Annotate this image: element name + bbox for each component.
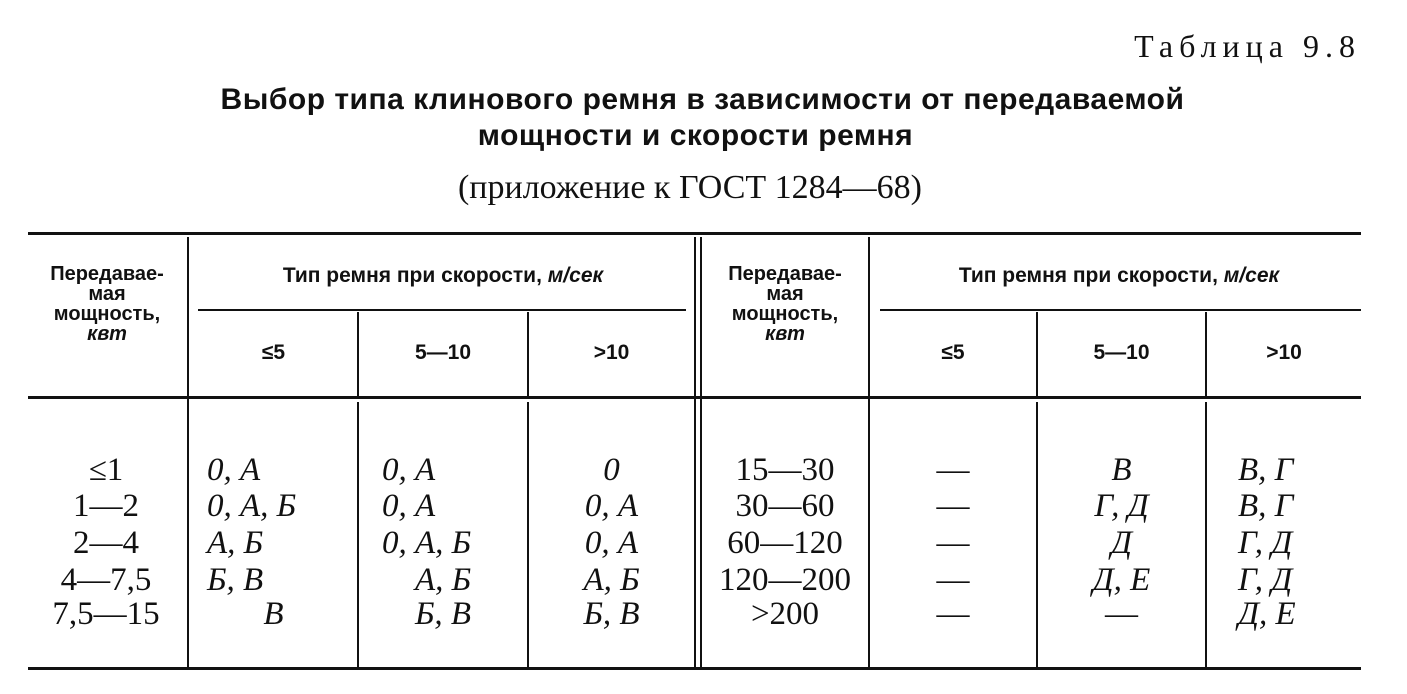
table-subtitle: (приложение к ГОСТ 1284—68) [457,169,922,206]
right-le5-cell: — [936,452,970,488]
header-power-line-3: мощность, [731,303,839,325]
header-belt-type-text: Тип ремня при скорости, [282,264,542,287]
right-power-cell: >200 [750,596,820,632]
right-gt10-cell: В, Г [1238,488,1294,524]
header-power-unit: квт [765,323,805,345]
left-group-header-rule [198,309,686,311]
right-power-cell: 30—60 [735,488,835,524]
col-divider-5-10-right-body [1205,402,1207,667]
left-5-10-cell: 0, А [382,452,436,488]
header-belt-type-right [872,265,1366,287]
header-power-left [24,264,190,344]
left-gt10-cell: А, Б [583,562,640,598]
table-bottom-rule [28,667,1361,670]
right-gt10-cell: Г, Д [1238,525,1293,561]
right-gt10-cell: Г, Д [1238,562,1293,598]
left-gt10-cell: Б, В [583,596,640,632]
table-number: Таблица 9.8 [1134,28,1361,64]
left-power-cell: 1—2 [73,488,139,524]
header-speed-gt10-right: >10 [1266,341,1302,364]
right-le5-cell: — [936,596,970,632]
right-le5-cell: — [936,562,970,598]
header-speed-5-10-left: 5—10 [414,341,472,364]
left-power-cell: 7,5—15 [52,596,160,632]
table-top-rule [28,232,1361,235]
header-power-line-2: мая [88,283,126,305]
right-5-10-cell: — [1105,596,1138,632]
header-speed-gt10-left: >10 [593,341,630,364]
left-gt10-cell: 0, А [584,488,639,524]
right-5-10-cell: В [1111,452,1132,488]
left-5-10-cell: А, Б [414,562,472,598]
header-belt-type-text: Тип ремня при скорости, [958,264,1218,287]
double-divider-a [694,237,696,667]
left-le5-cell: 0, А [207,452,261,488]
header-belt-type-unit: м/сек [1223,264,1280,287]
right-group-header-rule [880,309,1361,311]
header-power-line-2: мая [766,283,804,305]
header-power-right [702,264,868,344]
right-power-cell: 60—120 [727,525,843,561]
right-power-cell: 120—200 [719,562,851,598]
left-le5-cell: А, Б [207,525,264,561]
right-le5-cell: — [936,488,970,524]
left-5-10-cell: Б, В [414,596,472,632]
right-gt10-cell: Д, Е [1238,596,1296,632]
table-title-line-1: Выбор типа клинового ремня в зависимости от передаваемой [220,83,1185,116]
left-le5-cell: Б, В [207,562,264,598]
right-5-10-cell: Д, Е [1092,562,1151,598]
left-5-10-cell: 0, А, Б [382,525,472,561]
right-gt10-cell: В, Г [1238,452,1294,488]
right-5-10-cell: Г, Д [1094,488,1149,524]
left-le5-cell: В [263,596,284,632]
header-power-line-3: мощность, [53,303,161,325]
header-power-unit: квт [87,323,127,345]
header-speed-le5-left: ≤5 [261,341,286,364]
left-gt10-cell: 0, А [584,525,639,561]
header-speed-le5-right: ≤5 [941,341,965,364]
left-power-cell: ≤1 [88,452,124,488]
right-5-10-cell: Д [1111,525,1132,561]
header-speed-5-10-right: 5—10 [1093,341,1150,364]
header-power-line-1: Передавае- [50,263,164,285]
header-belt-type-left [195,265,691,287]
right-le5-cell: — [936,525,970,561]
left-5-10-cell: 0, А [382,488,436,524]
left-le5-cell: 0, А, Б [207,488,297,524]
left-power-cell: 2—4 [73,525,139,561]
header-power-line-1: Передавае- [728,263,842,285]
left-gt10-cell: 0 [603,452,620,488]
table-title-line-2: мощности и скорости ремня [477,119,914,152]
right-power-cell: 15—30 [735,452,835,488]
header-belt-type-unit: м/сек [547,264,604,287]
left-power-cell: 4—7,5 [60,562,152,598]
